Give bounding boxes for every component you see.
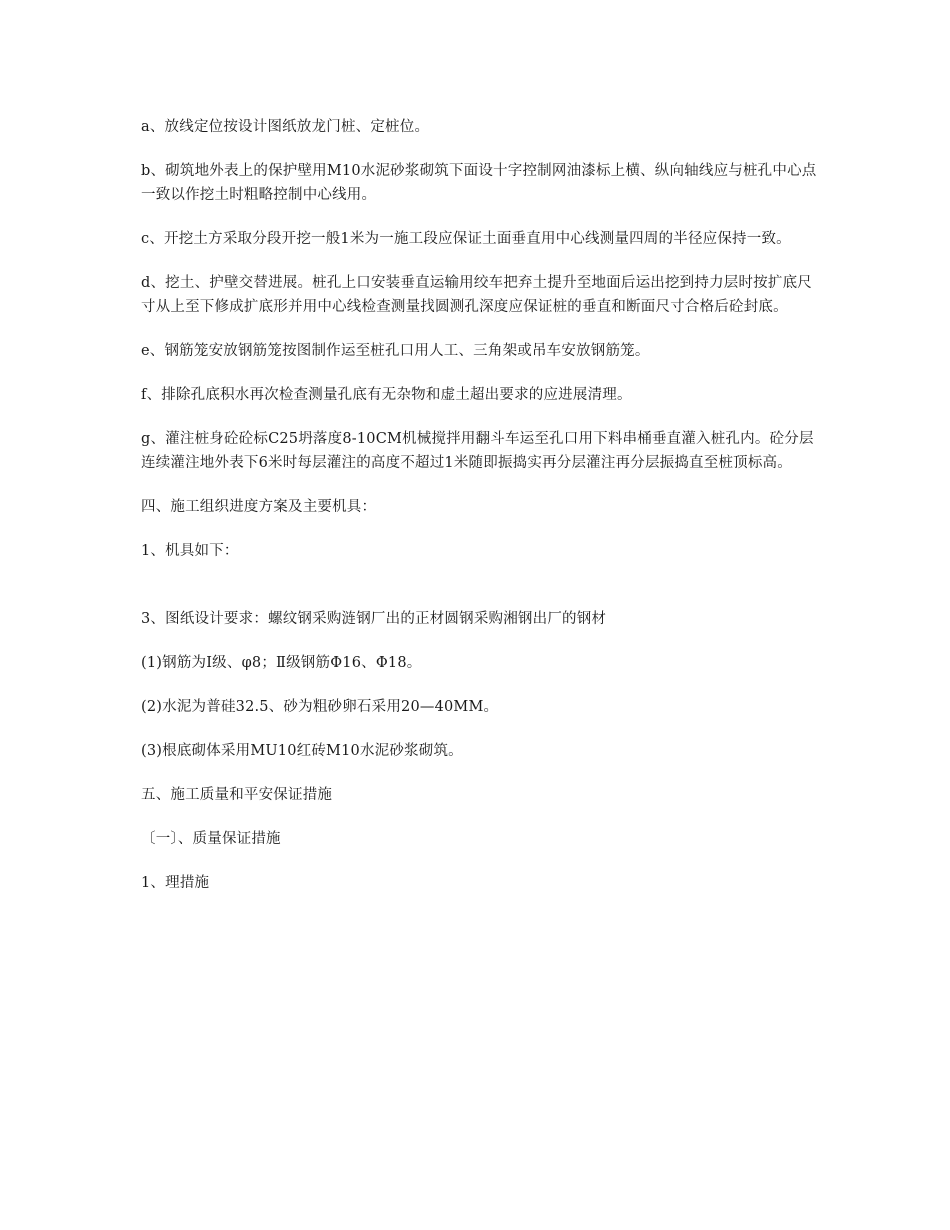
paragraph-b: b、砌筑地外表上的保护壁用M10水泥砂浆砌筑下面设十字控制网油漆标上横、纵向轴线应与桩孔中心点一致以作挖土时粗略控制中心线用。	[141, 163, 817, 203]
paragraph-e: e、钢筋笼安放钢筋笼按图制作运至桩孔口用人工、三角架或吊车安放钢筋笼。	[141, 343, 650, 359]
sub-item-rebar: (1)钢筋为Ⅰ级、φ8；Ⅱ级钢筋Φ16、Φ18。	[141, 655, 422, 671]
section-heading-5: 五、施工质量和平安保证措施	[141, 787, 333, 803]
paragraph-f: f、排除孔底积水再次检查测量孔底有无杂物和虚土超出要求的应进展清理。	[141, 387, 632, 403]
sub-item-masonry: (3)根底砌体采用MU10红砖M10水泥砂浆砌筑。	[141, 743, 463, 759]
paragraph-d: d、挖土、护壁交替进展。桩孔上口安装垂直运输用绞车把弃土提升至地面后运出挖到持力层时按扩底尺寸从上至下修成扩底形并用中心线检查测量找圆测孔深度应保证桩的垂直和断面尺寸合格后砼封底。	[141, 275, 812, 315]
paragraph-a: a、放线定位按设计图纸放龙门桩、定桩位。	[141, 119, 430, 135]
section-heading-4: 四、施工组织进度方案及主要机具：	[141, 499, 377, 515]
document-body	[141, 115, 821, 915]
list-item-drawing-requirements: 3、图纸设计要求：螺纹钢采购涟钢厂出的正材圆钢采购湘钢出厂的钢材	[141, 611, 607, 627]
list-item-management: 1、理措施	[141, 875, 210, 891]
paragraph-g: g、灌注桩身砼砼标C25坍落度8-10CM机械搅拌用翻斗车运至孔口用下料串桶垂直灌入桩孔内。砼分层连续灌注地外表下6米时每层灌注的高度不超过1米随即振捣实再分层灌注再分层振捣直至桩顶标高。	[141, 431, 814, 471]
paragraph-c: c、开挖土方采取分段开挖一般1米为一施工段应保证土面垂直用中心线测量四周的半径应保持一致。	[141, 231, 791, 247]
subsection-heading-quality: 〔一〕、质量保证措施	[141, 831, 281, 847]
list-item-machinery: 1、机具如下：	[141, 543, 239, 559]
sub-item-cement: (2)水泥为普硅32.5、砂为粗砂卵石采用20—40MM。	[141, 699, 499, 715]
